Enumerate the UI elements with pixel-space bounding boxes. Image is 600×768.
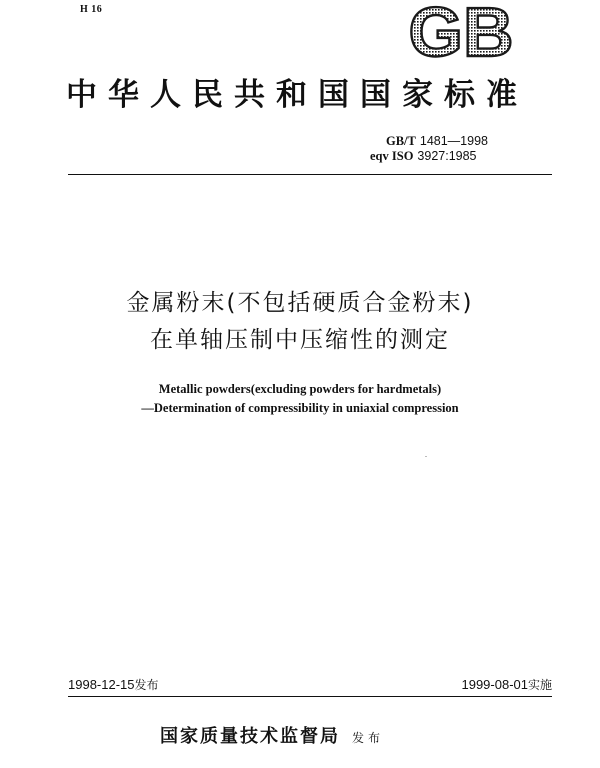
bottom-divider bbox=[68, 696, 552, 697]
scan-speck bbox=[425, 456, 427, 457]
gb-logo bbox=[396, 0, 526, 62]
equivalent-standard-prefix: eqv ISO bbox=[370, 149, 414, 163]
title-en-line1: Metallic powders(excluding powders for hardmetals) bbox=[158, 382, 442, 396]
issuer bbox=[160, 722, 384, 748]
classification-code: H 16 bbox=[80, 4, 103, 15]
implementation-date bbox=[461, 676, 552, 693]
implementation-date-value: 1999-08-01 bbox=[461, 677, 528, 692]
standard-heading: 中华人民共和国国家标准 bbox=[66, 77, 528, 113]
equivalent-standard-line bbox=[300, 149, 550, 164]
title-cn-line1: 金属粉末(不包括硬质合金粉末) bbox=[126, 290, 474, 316]
top-divider bbox=[68, 174, 552, 175]
gb-logo-letters: GB bbox=[408, 0, 514, 62]
title-en-line2: —Determination of compressibility in uniaxial compression bbox=[141, 401, 459, 415]
issue-date-value: 1998-12-15 bbox=[68, 677, 135, 692]
standard-number: 1481—1998 bbox=[419, 134, 488, 148]
implementation-date-label: 实施 bbox=[527, 678, 552, 692]
standard-number-prefix: GB/T bbox=[386, 134, 416, 148]
issuer-name: 国家质量技术监督局 bbox=[160, 726, 340, 747]
issue-date bbox=[68, 676, 159, 693]
issuer-verb: 发布 bbox=[352, 731, 385, 745]
issue-date-label: 发布 bbox=[134, 678, 159, 692]
standard-numbers bbox=[300, 134, 550, 164]
equivalent-standard-number: 3927:1985 bbox=[417, 149, 477, 163]
standard-number-line bbox=[300, 134, 550, 149]
title-cn-line2: 在单轴压制中压缩性的测定 bbox=[150, 327, 450, 353]
